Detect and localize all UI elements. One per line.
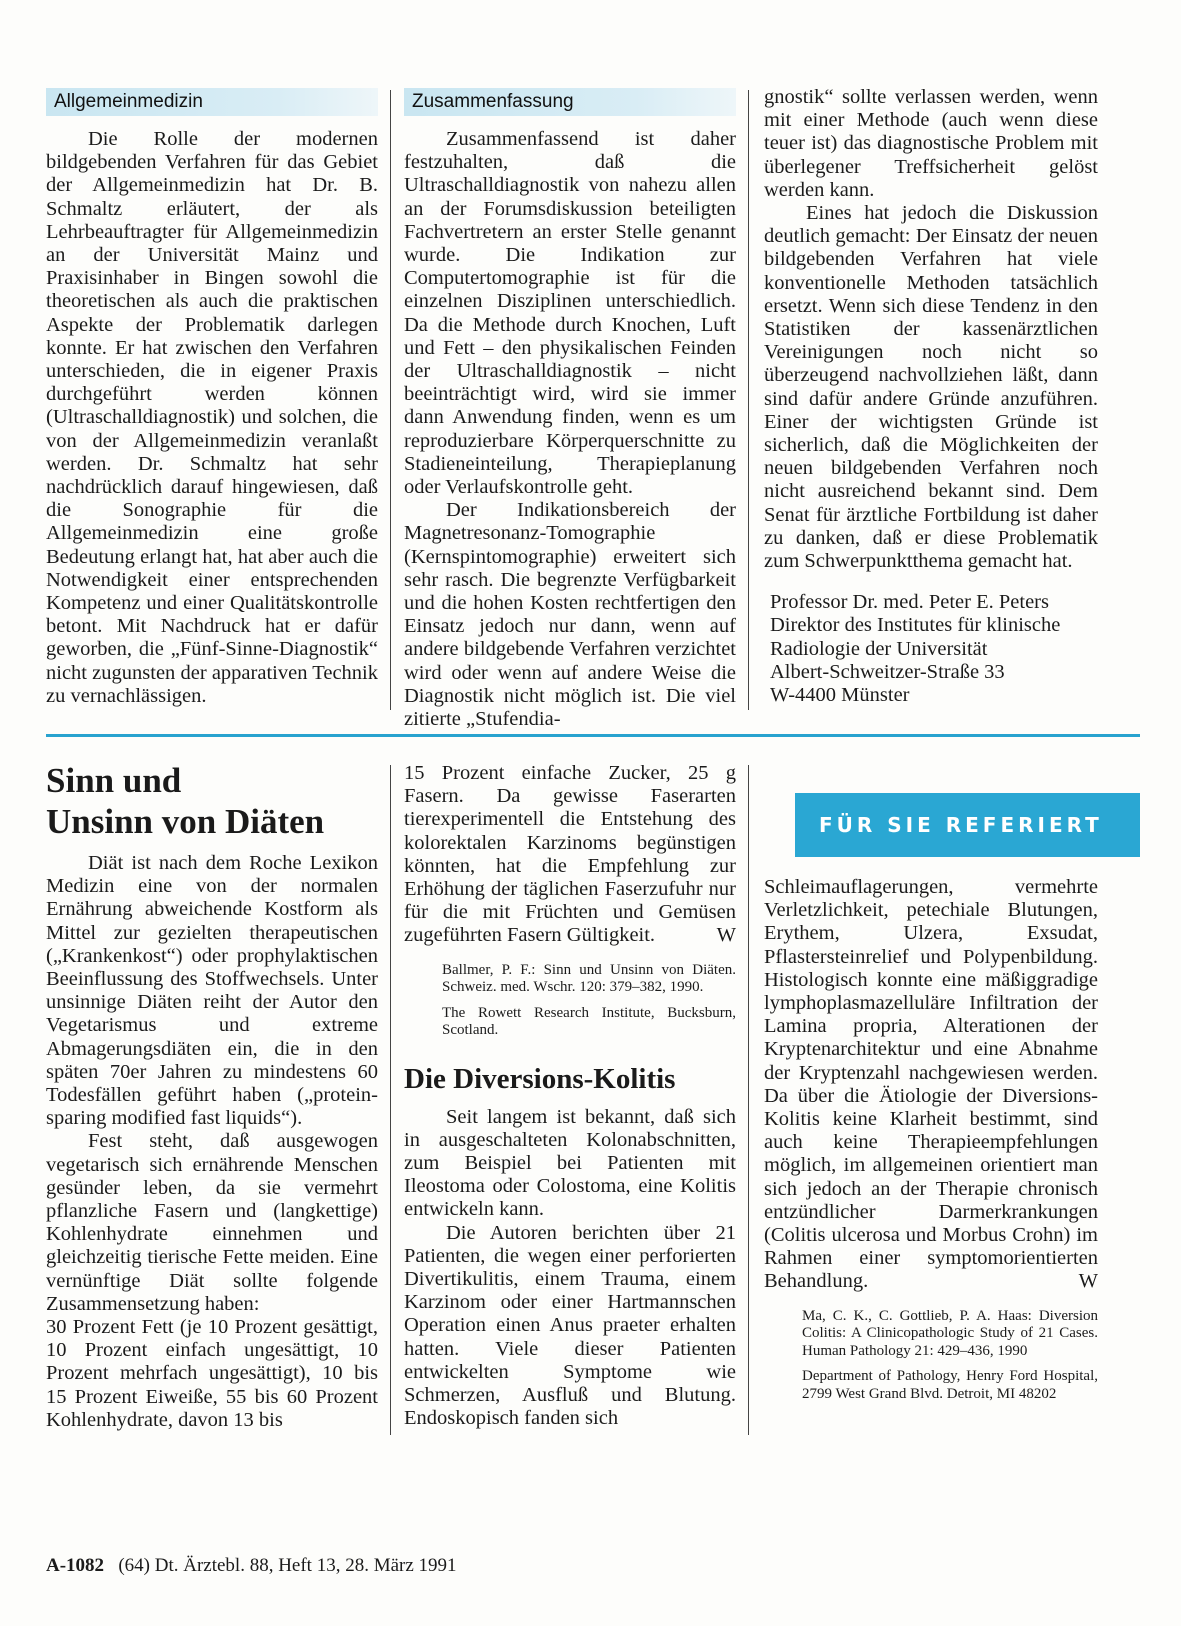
reference-address: The Rowett Research Institute, Bucksburn, Scotland. bbox=[442, 1004, 736, 1039]
section-heading-allgemeinmedizin: Allgemeinmedizin bbox=[46, 88, 378, 116]
paragraph: Fest steht, daß ausgewogen vegetarisch sich ernährende Menschen gesünder leben, da sie vermehrt pflanzliche Fasern und (langkettige) Kohlenhydrate einnehmen und gleichzeitig tierische Fette meiden. Eine vernünftige Diät sollte folgende Zusammensetzung haben: bbox=[46, 1130, 378, 1315]
author-initial: W bbox=[716, 924, 736, 947]
page-footer bbox=[46, 1555, 457, 1577]
section-heading-zusammenfassung: Zusammenfassung bbox=[404, 88, 736, 116]
author-initial: W bbox=[1078, 1270, 1098, 1293]
signature-line: W-4400 Münster bbox=[770, 684, 910, 707]
diaeten-text bbox=[46, 852, 378, 1432]
kolitis-text bbox=[404, 1106, 736, 1431]
top-column-2 bbox=[404, 88, 736, 731]
paragraph: Die Autoren berichten über 21 Patienten, die wegen einer perforierten Divertikulitis, einem Trauma, einem Karzinom oder einer Hartmannschen Operation einen Anus praeter erhalten hatten. Viele dieser Patienten entwickelten Symptome wie Schmerzen, Ausfluß und Blutung. Endoskopisch fanden sich bbox=[404, 1221, 736, 1430]
paragraph: Zusammenfassend ist daher festzuhalten, daß die Ultraschalldiagnostik von nahezu allen an der Forumsdiskussion beteiligten Fachvertretern an erster Stelle genannt wurde. Die Indikation zur Computertomographie ist für die einzelnen Disziplinen unterschiedlich. Da die Methode durch Knochen, Luft und Fett – den physikalischen Feinden der Ultraschalldiagnostik – nicht beeinträchtigt wird, wird sie immer dann Anwendung finden, wenn es um reproduzierbare Körperquerschnitte zu Stadieneinteilung, Therapieplanung oder Verlaufskontrolle geht. bbox=[404, 128, 736, 499]
paragraph: Die Rolle der modernen bildgebenden Verfahren für das Gebiet der Allgemeinmedizin hat Dr. B. Schmaltz erläutert, der als Lehrbeauftragter für Allgemeinmedizin an der Universität Mainz und Praxisinhaber in Bingen sowohl die theoretischen als auch die praktischen Aspekte der Problematik darlegen konnte. Er hat zwischen den Verfahren unterschieden, die in eigener Praxis durchgeführt werden können (Ultraschalldiagnostik) und solchen, die von der Allgemeinmedizin veranlaßt werden. Dr. Schmaltz hat sehr nachdrücklich darauf hingewiesen, daß die Sonographie für die Allgemeinmedizin eine große Bedeutung erlangt hat, hat aber auch die Notwendigkeit einer entsprechenden Kompetenz und einer Qualitätskontrolle betont. Mit Nachdruck hat er dafür geworben, die „Fünf-Sinne-Diagnostik“ nicht zugunsten der apparativen Technik zu vernachlässigen. bbox=[46, 128, 378, 707]
fuer-sie-referiert-banner: FÜR SIE REFERIERT bbox=[795, 793, 1140, 857]
bottom-column-3 bbox=[764, 876, 1098, 1411]
headline-line: Unsinn von Diäten bbox=[46, 802, 325, 841]
paragraph bbox=[404, 762, 736, 948]
column-divider bbox=[748, 765, 749, 1435]
bottom-column-2 bbox=[404, 762, 736, 1430]
article-headline-kolitis: Die Diversions-Kolitis bbox=[404, 1062, 676, 1095]
section-divider bbox=[46, 734, 1140, 737]
paragraph bbox=[764, 876, 1098, 1294]
signature-line: Professor Dr. med. Peter E. Peters bbox=[770, 591, 1049, 614]
paragraph: 30 Prozent Fett (je 10 Prozent gesättigt, 10 Prozent einfach ungesättigt, 10 Prozent mehrfach ungesättigt), 10 bis 15 Prozent Eiweiße, 55 bis 60 Prozent Kohlenhydrate, davon 13 bis bbox=[46, 1316, 378, 1431]
column-divider bbox=[390, 90, 391, 710]
page-code: A-1082 bbox=[46, 1555, 105, 1576]
signature-line: Radiologie der Universität bbox=[770, 637, 988, 660]
column-divider bbox=[748, 90, 749, 710]
journal-citation: (64) Dt. Ärztebl. 88, Heft 13, 28. März 1991 bbox=[118, 1555, 457, 1576]
reference-citation: Ma, C. K., C. Gottlieb, P. A. Haas: Diversion Colitis: A Clinicopathologic Study of 21 Cases. Human Pathology 21: 429–436, 1990 bbox=[802, 1307, 1098, 1359]
reference-block-2 bbox=[764, 1308, 1098, 1404]
bottom-column-1 bbox=[46, 760, 378, 1432]
column-divider bbox=[390, 765, 391, 1435]
diaeten-continuation bbox=[404, 762, 736, 948]
reference-address: Department of Pathology, Henry Ford Hospital, 2799 West Grand Blvd. Detroit, MI 48202 bbox=[802, 1368, 1098, 1402]
headline-line: Sinn und bbox=[46, 761, 182, 800]
top-column-3 bbox=[764, 86, 1098, 707]
conclusion-text bbox=[764, 86, 1098, 573]
paragraph: Diät ist nach dem Roche Lexikon Medizin eine von der normalen Ernährung abweichende Kostform als Mittel zur gezielten therapeutischen („Krankenkost“) oder prophylaktischen Beeinflussung des Stoffwechsels. Unter unsinnige Diäten reiht der Autor den Vegetarismus und extreme Abmagerungsdiäten ein, die in den späten 70er Jahren zu mindestens 60 Todesfällen geführt haben („protein-sparing modified fast liquids“). bbox=[46, 852, 378, 1130]
kolitis-continuation bbox=[764, 876, 1098, 1294]
author-signature bbox=[764, 591, 1098, 707]
signature-line: Albert-Schweitzer-Straße 33 bbox=[770, 660, 1005, 683]
paragraph: Der Indikationsbereich der Magnetresonanz-Tomographie (Kernspintomographie) erweitert sich sehr rasch. Die begrenzte Verfügbarkeit und die hohen Kosten rechtfertigen den Einsatz jedoch nur dann, wenn auf andere bildgebende Verfahren verzichtet wird oder wenn auf andere Weise die Diagnostik nicht möglich ist. Die viel zitierte „Stufendia- bbox=[404, 499, 736, 731]
zusammenfassung-text bbox=[404, 128, 736, 731]
signature-line: Direktor des Institutes für klinische bbox=[770, 614, 1061, 637]
allgemeinmedizin-text bbox=[46, 128, 378, 708]
article-headline-diaeten bbox=[46, 760, 378, 842]
reference-block-1 bbox=[404, 962, 736, 1040]
continuation-text: 15 Prozent einfache Zucker, 25 g Fasern. Da gewisse Faserarten tierexperimentell die Entstehung des kolorektalen Karzinoms begünstigen könnten, hat die Empfehlung zur Erhöhung der täglichen Faserzufuhr nur für die mit Früchten und Gemüsen zugeführten Fasern Gültigkeit. bbox=[404, 762, 736, 947]
paragraph: Eines hat jedoch die Diskussion deutlich gemacht: Der Einsatz der neuen bildgebenden Verfahren hat viele konventionelle Methoden tatsächlich ersetzt. Wenn sich diese Tendenz in den Statistiken der kassenärztlichen Vereinigungen noch nicht so überzeugend nachvollziehen läßt, dann sind dafür andere Gründe anzuführen. Einer der wichtigsten Gründe ist sicherlich, daß die Möglichkeiten der neuen bildgebenden Verfahren noch nicht ausreichend bekannt sind. Dem Senat für ärztliche Fortbildung ist daher zu danken, daß er diese Problematik zum Schwerpunktthema gemacht hat. bbox=[764, 202, 1098, 573]
paragraph: Seit langem ist bekannt, daß sich in ausgeschalteten Kolonabschnitten, zum Beispiel bei Patienten mit Ileostoma oder Colostoma, eine Kolitis entwickeln kann. bbox=[404, 1105, 736, 1221]
paragraph: gnostik“ sollte verlassen werden, wenn mit einer Methode (auch wenn diese teuer ist) das diagnostische Problem mit überlegener Treffsicherheit gelöst werden kann. bbox=[764, 86, 1098, 201]
reference-citation: Ballmer, P. F.: Sinn und Unsinn von Diäten. Schweiz. med. Wschr. 120: 379–382, 1990. bbox=[442, 961, 736, 996]
continuation-text: Schleimauflagerungen, vermehrte Verletzlichkeit, petechiale Blutungen, Erythem, Ulzera, Exsudat, Pflastersteinrelief und Polypenbildung. Histologisch konnte eine mäßiggradige lymphoplasmazelluläre Infiltration der Lamina propria, Alterationen der Kryptenarchitektur und eine Abnahme der Kryptenzahl nachgewiesen werden. Da über die Ätiologie der Diversions-Kolitis keine Klarheit bestimmt, sind auch keine Therapieempfehlungen möglich, im allgemeinen orientiert man sich jedoch an der Therapie chronisch entzündlicher Darmerkrankungen (Colitis ulcerosa und Morbus Crohn) im Rahmen einer symptomorientierten Behandlung. bbox=[764, 876, 1098, 1293]
top-column-1 bbox=[46, 88, 378, 708]
